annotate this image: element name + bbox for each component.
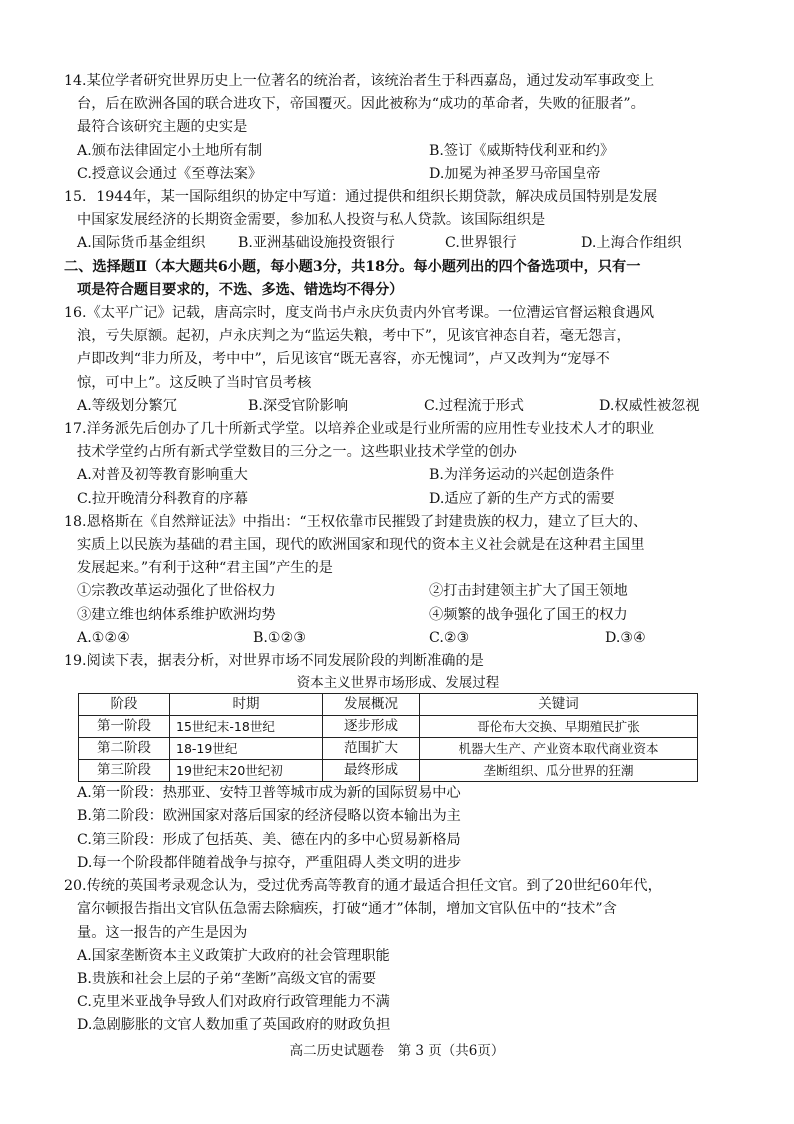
option-b: B.签订《威斯特伐利亚和约》 — [429, 142, 615, 159]
table-row — [79, 738, 698, 760]
section-heading-line: 二、选择题Ⅱ（本大题共6小题，每小题3分，共18分。每小题列出的四个备选项中，只有一 — [64, 258, 641, 275]
option-a: A.颁布法律固定小土地所有制 — [77, 142, 263, 159]
question-stem-line: 15．1944年，某一国际组织的协定中写道：通过提供和组织长期贷款，解决成员国特别是发展 — [64, 189, 658, 206]
option-c: C.授意议会通过《至尊法案》 — [77, 165, 263, 182]
column-header: 关键词 — [420, 694, 698, 716]
question-stem-line: 14.某位学者研究世界历史上一位著名的统治者，该统治者生于科西嘉岛，通过发动军事政变上 — [64, 73, 655, 89]
question-19 — [64, 650, 732, 875]
option-b: B.亚洲基础设施投资银行 — [238, 235, 395, 252]
question-stem-line: 17.洋务派先后创办了几十所新式学堂。以培养企业或是行业所需的应用性专业技术人才的职业 — [64, 421, 655, 438]
option-d: D.每一个阶段都伴随着战争与掠夺，严重阻碍人类文明的进步 — [77, 854, 462, 871]
option-row — [64, 232, 732, 255]
question-stem-line: 18.恩格斯在《自然辩证法》中指出：“王权依靠市民摧毁了封建贵族的权力，建立了巨大的、 — [64, 513, 648, 530]
option-a: A.①②④ — [77, 629, 130, 646]
table-cell: 机器大生产、产业资本取代商业资本 — [420, 738, 698, 760]
table-cell: 垄断组织、瓜分世界的狂潮 — [420, 760, 698, 782]
option-d: D.上海合作组织 — [581, 235, 682, 252]
option-a: A.对普及初等教育影响重大 — [77, 467, 248, 484]
question-stem-line: 最符合该研究主题的史实是 — [77, 119, 248, 136]
table-cell: 15世纪末-18世纪 — [170, 716, 323, 738]
table-cell: 第三阶段 — [79, 760, 170, 782]
option-a: A.国家垄断资本主义政策扩大政府的社会管理职能 — [77, 947, 390, 964]
option-b: B.①②③ — [253, 629, 307, 646]
option-row — [64, 140, 732, 163]
option-b: B.为洋务运动的兴起创造条件 — [429, 467, 615, 484]
option-c: C.世界银行 — [445, 235, 517, 252]
option-c: C.②③ — [429, 629, 470, 646]
option-row — [64, 627, 732, 650]
table-cell: 最终形成 — [323, 760, 420, 782]
option-c: C.过程流于形式 — [424, 397, 524, 414]
option-c: C.第三阶段：形成了包括英、美、德在内的多中心贸易新格局 — [77, 831, 461, 848]
table-title: 资本主义世界市场形成、发展过程 — [296, 675, 500, 692]
question-stem-line: 20.传统的英国考录观念认为，受过优秀高等教育的通才最适合担任文官。到了20世纪60年代， — [64, 878, 662, 895]
option-b: B.第二阶段：欧洲国家对落后国家的经济侵略以资本输出为主 — [77, 808, 461, 825]
market-table — [78, 693, 698, 782]
question-20 — [64, 875, 732, 1037]
option-d: D.适应了新的生产方式的需要 — [429, 490, 615, 507]
option-row — [64, 395, 732, 418]
option-a: A.第一阶段：热那亚、安特卫普等城市成为新的国际贸易中心 — [77, 785, 461, 802]
column-header: 发展概况 — [323, 694, 420, 716]
table-cell: 18-19世纪 — [170, 738, 323, 760]
option-b: B.深受官阶影响 — [248, 397, 349, 414]
option-row — [64, 163, 732, 186]
question-stem-line: 16.《太平广记》记载，唐高宗时，度支尚书卢永庆负责内外官考课。一位漕运官督运粮食遇风 — [64, 305, 655, 322]
statement-row — [64, 580, 732, 603]
statement-4: ④频繁的战争强化了国王的权力 — [429, 606, 628, 623]
table-cell: 第一阶段 — [79, 716, 170, 738]
option-a: A.国际货币基金组织 — [77, 235, 206, 252]
table-header-row — [79, 694, 698, 716]
question-stem-line: 中国家发展经济的长期资金需要，参加私人投资与私人贷款。该国际组织是 — [77, 212, 546, 229]
question-18 — [64, 511, 732, 650]
table-cell: 逐步形成 — [323, 716, 420, 738]
question-15 — [64, 186, 732, 256]
table-cell: 19世纪末20世纪初 — [170, 760, 323, 782]
table-row — [79, 716, 698, 738]
question-stem-line: 富尔顿报告指出文官队伍急需去除痼疾，打破“通才”体制，增加文官队伍中的“技术”含 — [77, 901, 617, 918]
question-stem-line: 19.阅读下表，据表分析，对世界市场不同发展阶段的判断准确的是 — [64, 653, 484, 670]
option-d: D.急剧膨胀的文官人数加重了英国政府的财政负担 — [77, 1017, 391, 1034]
table-cell: 第二阶段 — [79, 738, 170, 760]
question-stem-line: 台，后在欧洲各国的联合进攻下，帝国覆灭。因此被称为“成功的革命者，失败的征服者”。 — [77, 96, 645, 113]
statement-1: ①宗教改革运动强化了世俗权力 — [77, 583, 276, 600]
statement-3: ③建立维也纳体系维护欧洲均势 — [77, 606, 276, 623]
question-stem-line: 发展起来。”有利于这种“君主国”产生的是 — [77, 560, 333, 577]
option-b: B.贵族和社会上层的子弟“垄断”高级文官的需要 — [77, 970, 377, 987]
question-stem-line: 惊，可中上”。这反映了当时官员考核 — [77, 374, 312, 391]
question-stem-line: 浪，亏失原额。起初，卢永庆判之为“监运失粮，考中下”，见该官神态自若，毫无怨言， — [77, 328, 631, 345]
option-a: A.等级划分繁冗 — [77, 397, 177, 414]
question-stem-line: 技术学堂约占所有新式学堂数目的三分之一。这些职业技术学堂的创办 — [77, 444, 517, 461]
option-c: C.拉开晚清分科教育的序幕 — [77, 490, 248, 507]
option-row — [64, 488, 732, 511]
statement-2: ②打击封建领主扩大了国王领地 — [429, 583, 628, 600]
page-content — [64, 70, 732, 1038]
option-d: D.权威性被忽视 — [599, 397, 700, 414]
table-row — [79, 760, 698, 782]
section-heading-line: 项是符合题目要求的，不选、多选、错选均不得分） — [77, 281, 404, 298]
statement-row — [64, 604, 732, 627]
column-header: 时期 — [170, 694, 323, 716]
table-cell: 范围扩大 — [323, 738, 420, 760]
table-cell: 哥伦布大交换、早期殖民扩张 — [420, 716, 698, 738]
option-c: C.克里米亚战争导致人们对政府行政管理能力不满 — [77, 994, 390, 1011]
option-d: D.加冕为神圣罗马帝国皇帝 — [429, 165, 601, 182]
option-d: D.③④ — [605, 629, 646, 646]
question-stem-line: 量。这一报告的产生是因为 — [77, 924, 248, 941]
option-row — [64, 464, 732, 487]
question-16 — [64, 302, 732, 418]
question-14 — [64, 70, 732, 186]
question-stem-line: 实质上以民族为基础的君主国，现代的欧洲国家和现代的资本主义社会就是在这种君主国里 — [77, 537, 645, 554]
question-stem-line: 卢即改判“非力所及，考中中”，后见该官“既无喜容，亦无愧词”，卢又改判为“宠辱不 — [77, 351, 610, 368]
page-footer: 高二历史试题卷 第 3 页（共6页） — [289, 1043, 505, 1059]
question-17 — [64, 418, 732, 511]
section-heading — [64, 256, 732, 302]
column-header: 阶段 — [79, 694, 170, 716]
